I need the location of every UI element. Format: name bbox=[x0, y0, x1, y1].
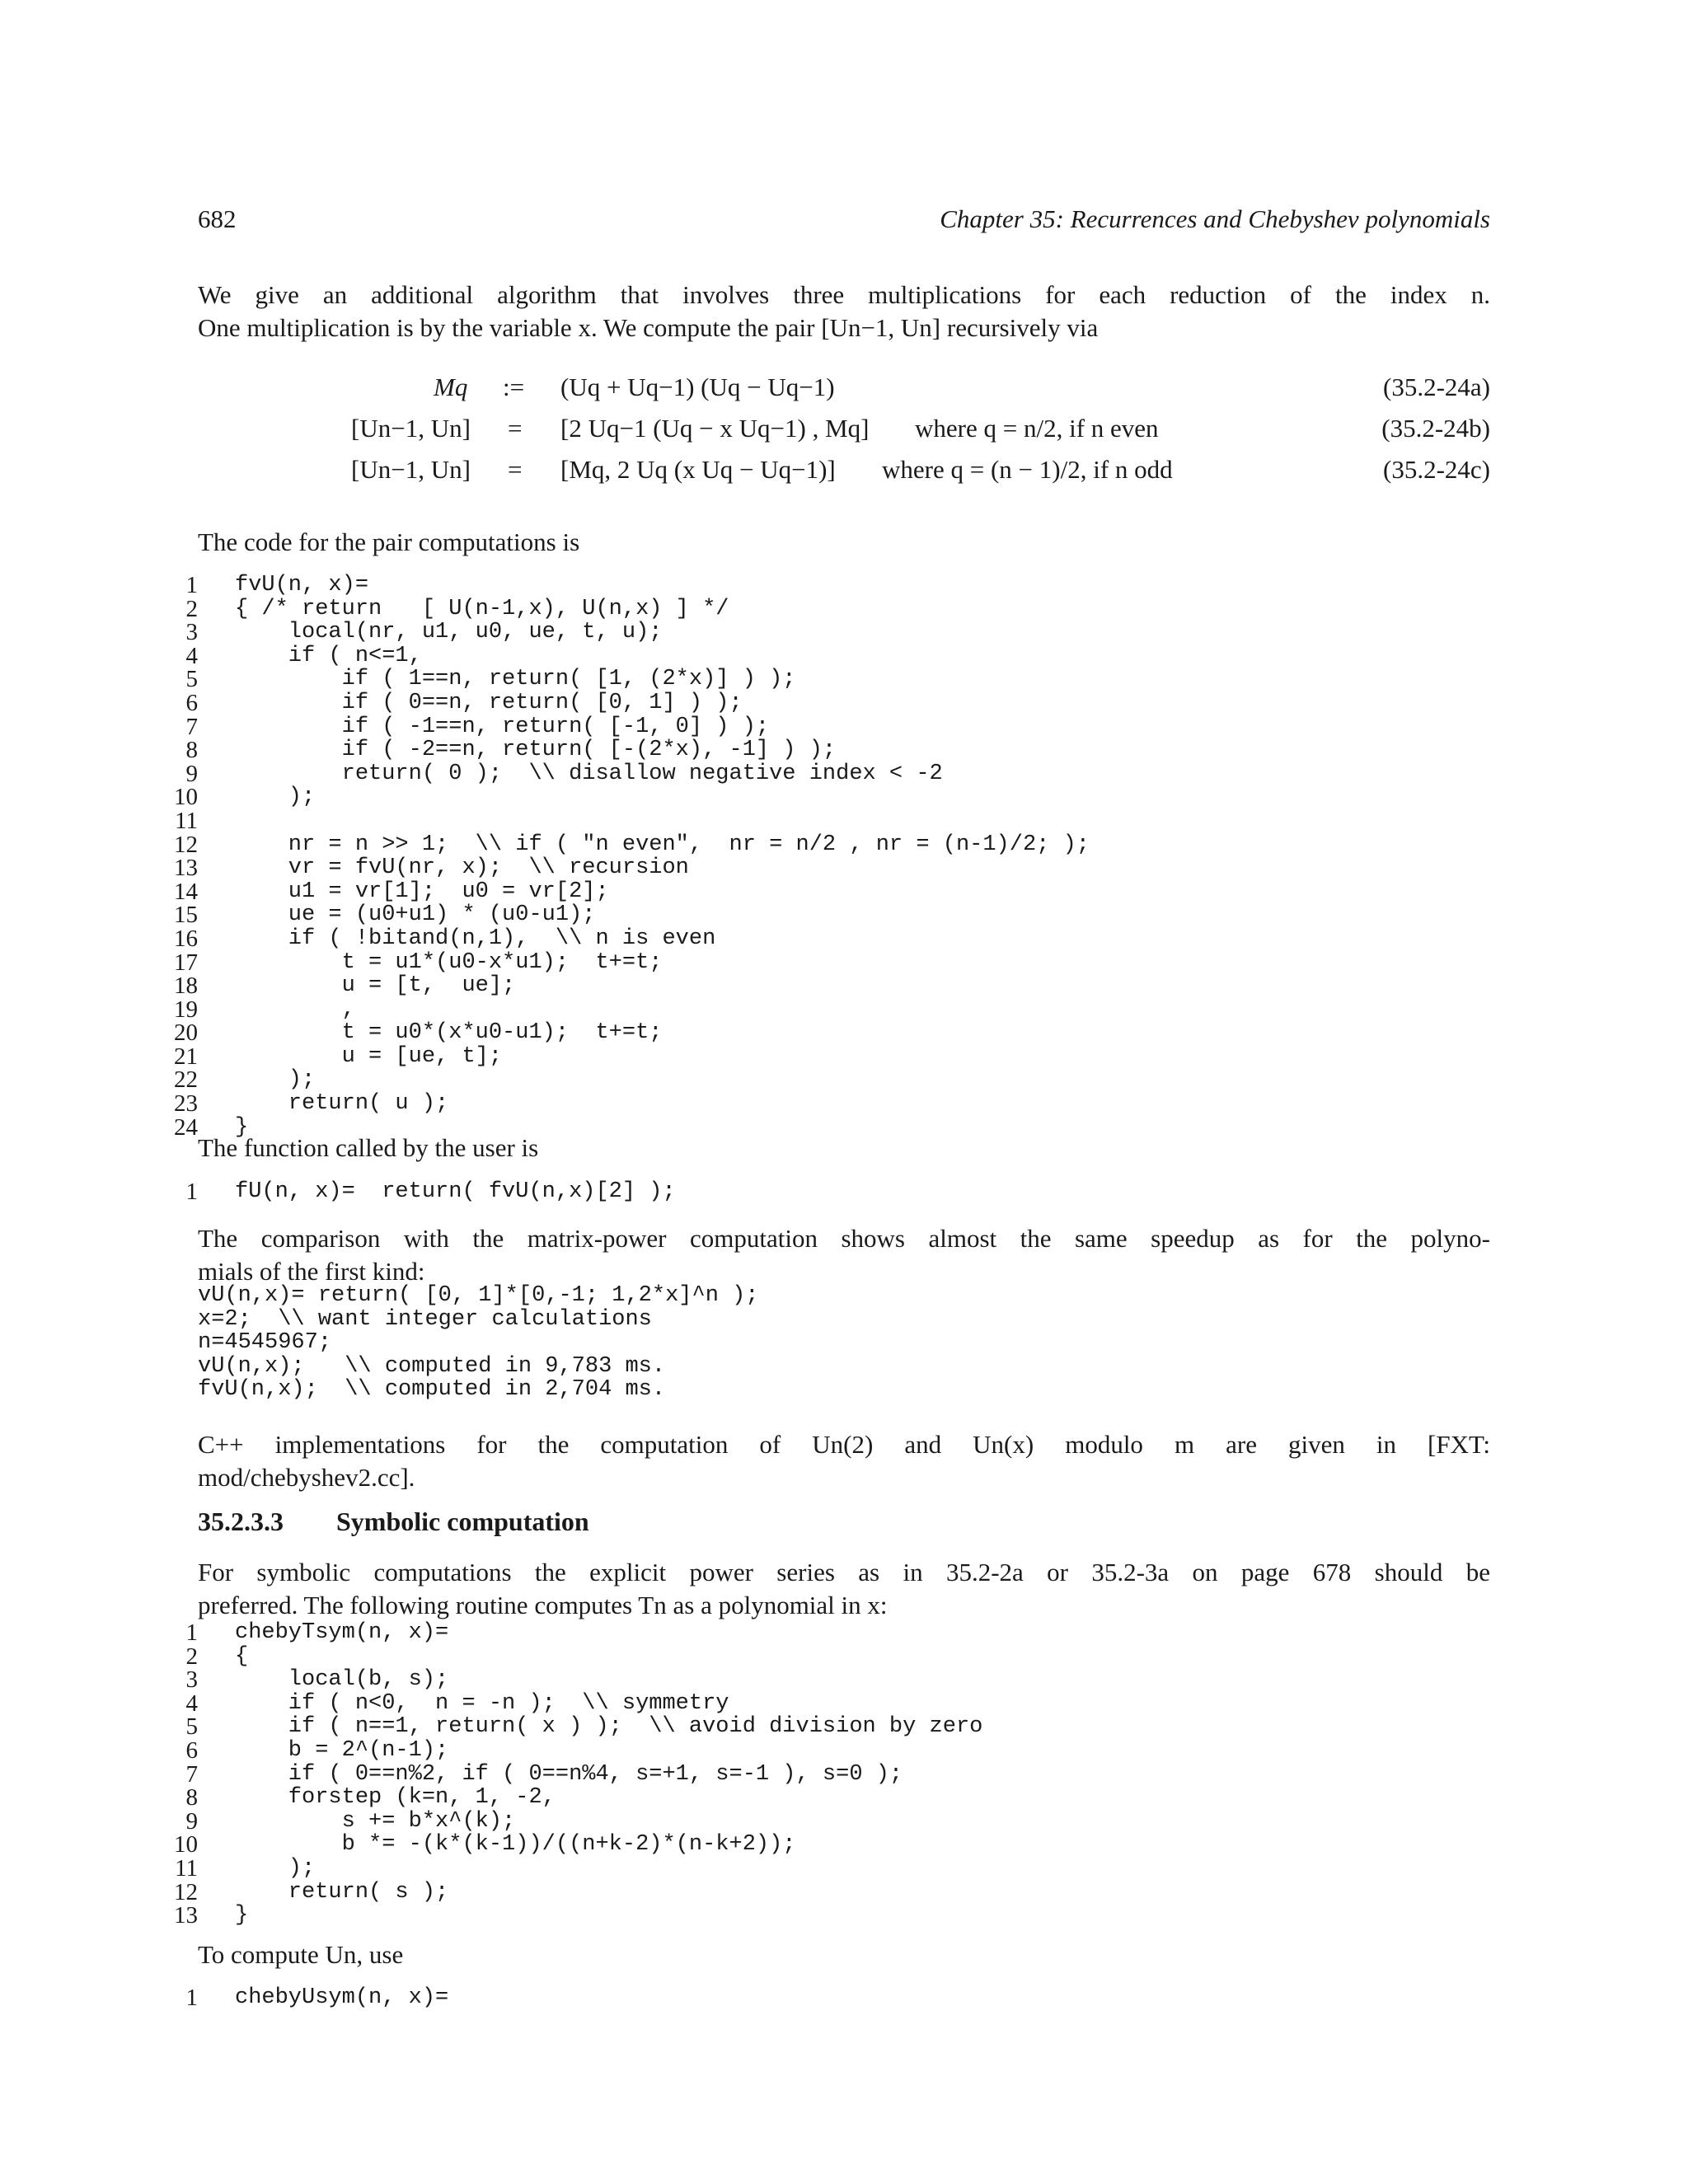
code-line: chebyTsym(n, x)= bbox=[235, 1620, 449, 1645]
code-line: if ( 0==n, return( [0, 1] ) ); bbox=[235, 690, 743, 715]
line-number: 24 bbox=[174, 1113, 198, 1141]
code-line: if ( 0==n%2, if ( 0==n%4, s=+1, s=-1 ), s=0 ); bbox=[235, 1761, 903, 1787]
code-line: return( s ); bbox=[235, 1879, 449, 1905]
equation-relation: := bbox=[503, 373, 525, 401]
code-line: if ( n<0, n = -n ); \\ symmetry bbox=[235, 1690, 729, 1716]
equation-rhs: (Uq + Uq−1) (Uq − Uq−1) bbox=[560, 373, 835, 401]
code-line: { bbox=[235, 1643, 249, 1669]
code-block-chebyUsym bbox=[235, 1986, 448, 2010]
line-number: 4 bbox=[185, 1690, 198, 1717]
code-chebyT-line-numbers bbox=[165, 1621, 198, 1928]
code-line: n=4545967; bbox=[198, 1330, 332, 1356]
code-line: local(nr, u1, u0, ue, t, u); bbox=[235, 620, 663, 645]
code-fU-line-numbers bbox=[165, 1180, 198, 1204]
code-line: b = 2^(n-1); bbox=[235, 1737, 449, 1763]
equation-number: (35.2-24a) bbox=[1383, 373, 1490, 401]
equation-relation: = bbox=[508, 414, 523, 443]
equation-condition: where q = n/2, if n even bbox=[915, 414, 1159, 443]
code-block-fvU bbox=[235, 574, 1090, 1139]
equation-number: (35.2-24b) bbox=[1381, 414, 1490, 443]
cpp-note-paragraph bbox=[198, 1428, 1490, 1494]
line-number: 14 bbox=[174, 878, 198, 905]
line-number: 10 bbox=[174, 1831, 198, 1858]
line-number: 2 bbox=[185, 1643, 198, 1670]
line-number: 16 bbox=[174, 925, 198, 952]
line-number: 11 bbox=[175, 807, 198, 834]
line-number: 21 bbox=[174, 1043, 198, 1070]
equation-35-2-24b bbox=[198, 414, 1490, 450]
line-number: 2 bbox=[185, 595, 198, 622]
code-fvU-line-numbers bbox=[165, 574, 198, 1139]
code-line: t = u1*(u0-x*u1); t+=t; bbox=[235, 949, 663, 975]
code-line: t = u0*(x*u0-u1); t+=t; bbox=[235, 1020, 663, 1046]
code-line bbox=[235, 809, 1090, 833]
code-line: fU(n, x)= return( fvU(n,x)[2] ); bbox=[235, 1179, 676, 1204]
symbolic-intro-paragraph bbox=[198, 1556, 1490, 1622]
line-number: 7 bbox=[185, 1760, 198, 1788]
cpp-note-line-2: mod/chebyshev2.cc]. bbox=[198, 1463, 415, 1492]
code-chebyU-line-numbers bbox=[165, 1986, 198, 2010]
pair-intro-text: The code for the pair computations is bbox=[198, 527, 580, 556]
code-line: if ( n==1, return( x ) ); \\ avoid division by zero bbox=[235, 1714, 983, 1740]
line-number: 13 bbox=[174, 1902, 198, 1929]
line-number: 5 bbox=[185, 666, 198, 693]
page-header bbox=[198, 204, 1490, 237]
code-block-chebyTsym bbox=[235, 1621, 982, 1928]
equation-relation: = bbox=[508, 455, 523, 484]
code-line: if ( -2==n, return( [-(2*x), -1] ) ); bbox=[235, 738, 837, 763]
equation-condition: where q = (n − 1)/2, if n odd bbox=[882, 455, 1173, 484]
line-number: 3 bbox=[185, 619, 198, 646]
line-number: 1 bbox=[185, 1179, 198, 1205]
code-line: u = [ue, t]; bbox=[235, 1043, 503, 1069]
line-number: 1 bbox=[185, 1985, 198, 2011]
code-block-comparison bbox=[198, 1284, 759, 1402]
line-number: 19 bbox=[174, 996, 198, 1023]
intro-paragraph bbox=[198, 279, 1490, 344]
section-number: 35.2.3.3 bbox=[198, 1507, 284, 1536]
code-line: { /* return [ U(n-1,x), U(n,x) ] */ bbox=[235, 596, 729, 621]
comparison-paragraph bbox=[198, 1222, 1490, 1288]
equation-rhs: [2 Uq−1 (Uq − x Uq−1) , Mq] bbox=[560, 414, 870, 443]
cpp-note-line-1: C++ implementations for the computation of Un(2) and Un(x) modulo m are given in [FXT: bbox=[198, 1430, 1490, 1459]
line-number: 23 bbox=[174, 1090, 198, 1118]
equation-number: (35.2-24c) bbox=[1383, 455, 1490, 484]
line-number: 8 bbox=[185, 737, 198, 764]
page-number: 682 bbox=[198, 204, 237, 233]
code-line: b *= -(k*(k-1))/((n+k-2)*(n-k+2)); bbox=[235, 1832, 796, 1858]
chapter-title: Chapter 35: Recurrences and Chebyshev polynomials bbox=[940, 204, 1490, 233]
line-number: 9 bbox=[185, 760, 198, 787]
code-line: return( u ); bbox=[235, 1091, 449, 1117]
code-line: ); bbox=[235, 785, 316, 810]
intro-line-2: One multiplication is by the variable x. We compute the pair [Un−1, Un] recursively via bbox=[198, 313, 1099, 342]
line-number: 17 bbox=[174, 949, 198, 976]
intro-line-1: We give an additional algorithm that involves three multiplications for each reduction of the index n. bbox=[198, 280, 1490, 309]
line-number: 15 bbox=[174, 902, 198, 929]
comparison-line-1: The comparison with the matrix-power computation shows almost the same speedup as for the polyno- bbox=[198, 1224, 1490, 1253]
equation-rhs: [Mq, 2 Uq (x Uq − Uq−1)] bbox=[560, 455, 836, 484]
line-number: 20 bbox=[174, 1019, 198, 1047]
line-number: 11 bbox=[175, 1854, 198, 1882]
code-line: chebyUsym(n, x)= bbox=[235, 1985, 449, 2010]
line-number: 18 bbox=[174, 972, 198, 1000]
code-line: forstep (k=n, 1, -2, bbox=[235, 1785, 556, 1811]
code-block-fU bbox=[235, 1180, 676, 1204]
code-line: } bbox=[235, 1114, 249, 1140]
code-line: fvU(n, x)= bbox=[235, 573, 369, 598]
line-number: 9 bbox=[185, 1807, 198, 1835]
code-line: if ( -1==n, return( [-1, 0] ) ); bbox=[235, 714, 770, 739]
equation-35-2-24a bbox=[198, 373, 1490, 409]
code-line: vr = fvU(nr, x); \\ recursion bbox=[235, 855, 689, 881]
line-number: 6 bbox=[185, 689, 198, 716]
code-line: u = [t, ue]; bbox=[235, 973, 516, 999]
equation-lhs: [Un−1, Un] bbox=[351, 455, 471, 484]
equation-35-2-24c bbox=[198, 455, 1490, 491]
line-number: 1 bbox=[185, 1619, 198, 1646]
code-line: , bbox=[235, 996, 355, 1022]
comparison-line-2: mials of the first kind: bbox=[198, 1257, 425, 1286]
compute-u-intro-text: To compute Un, use bbox=[198, 1940, 404, 1969]
code-line: ); bbox=[235, 1855, 316, 1881]
code-line: x=2; \\ want integer calculations bbox=[198, 1306, 652, 1332]
line-number: 13 bbox=[174, 855, 198, 882]
line-number: 3 bbox=[185, 1666, 198, 1694]
section-heading bbox=[198, 1507, 589, 1537]
line-number: 8 bbox=[185, 1784, 198, 1811]
symbolic-intro-line-2: preferred. The following routine computes Tn as a polynomial in x: bbox=[198, 1591, 888, 1619]
code-line: vU(n,x); \\ computed in 9,783 ms. bbox=[198, 1353, 666, 1379]
code-line: if ( n<=1, bbox=[235, 643, 422, 668]
line-number: 12 bbox=[174, 831, 198, 858]
section-title: Symbolic computation bbox=[336, 1507, 589, 1536]
line-number: 12 bbox=[174, 1878, 198, 1905]
code-line: ue = (u0+u1) * (u0-u1); bbox=[235, 902, 596, 928]
code-line: } bbox=[235, 1903, 249, 1929]
code-line: ); bbox=[235, 1067, 316, 1093]
code-line: if ( !bitand(n,1), \\ n is even bbox=[235, 926, 716, 951]
code-line: u1 = vr[1]; u0 = vr[2]; bbox=[235, 879, 609, 904]
line-number: 22 bbox=[174, 1066, 198, 1094]
symbolic-intro-line-1: For symbolic computations the explicit power series as in 35.2-2a or 35.2-3a on page 678 should be bbox=[198, 1558, 1490, 1586]
code-line: nr = n >> 1; \\ if ( "n even", nr = n/2 , nr = (n-1)/2; ); bbox=[235, 832, 1090, 857]
user-intro-text: The function called by the user is bbox=[198, 1133, 539, 1162]
line-number: 5 bbox=[185, 1713, 198, 1741]
code-line: if ( 1==n, return( [1, (2*x)] ) ); bbox=[235, 667, 796, 692]
equation-lhs: [Un−1, Un] bbox=[351, 414, 471, 443]
code-line: fvU(n,x); \\ computed in 2,704 ms. bbox=[198, 1377, 666, 1403]
line-number: 1 bbox=[185, 572, 198, 598]
code-line: local(b, s); bbox=[235, 1667, 449, 1693]
code-line: vU(n,x)= return( [0, 1]*[0,-1; 1,2*x]^n ); bbox=[198, 1283, 759, 1308]
code-line: return( 0 ); \\ disallow negative index < -2 bbox=[235, 761, 943, 786]
code-line: s += b*x^(k); bbox=[235, 1808, 516, 1834]
equation-lhs: Mq bbox=[434, 373, 468, 401]
line-number: 4 bbox=[185, 642, 198, 669]
line-number: 10 bbox=[174, 784, 198, 811]
line-number: 6 bbox=[185, 1736, 198, 1764]
line-number: 7 bbox=[185, 713, 198, 740]
